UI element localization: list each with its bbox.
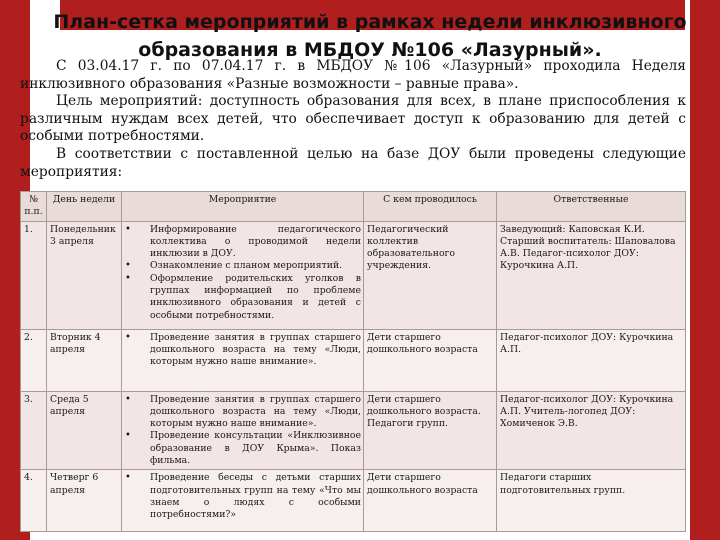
- header-num: № п.п.: [21, 192, 47, 222]
- header-event: Мероприятие: [122, 192, 364, 222]
- event-item: • Оформление родительских уголков в группах информацией по проблеме инклюзивного образования и детей с особыми потребностями.: [150, 273, 361, 322]
- title-line-2: образования в МБДОУ №106 «Лазурный».: [138, 39, 602, 61]
- row-day: Понедельник 3 апреля: [47, 221, 122, 329]
- right-accent-bar: [690, 0, 720, 540]
- row-events: [122, 221, 364, 329]
- header-with-whom: С кем проводилось: [364, 192, 497, 222]
- table-row: [21, 391, 686, 470]
- table-header-row: [21, 192, 686, 222]
- row-responsible: Заведующий: Каповская К.И. Старший воспитатель: Шаповалова А.В. Педагог-психолог ДОУ: Курочкина А.П.: [497, 221, 686, 329]
- row-events: [122, 391, 364, 470]
- event-item: • Проведение консультации «Инклюзивное образование в ДОУ Крыма». Показ фильма.: [150, 430, 361, 467]
- row-num: 3.: [21, 391, 47, 470]
- row-day: Четверг 6 апреля: [47, 470, 122, 532]
- row-day: Вторник 4 апреля: [47, 329, 122, 391]
- event-item: • Проведение занятия в группах старшего дошкольного возраста на тему «Люди, которым нужно наше внимание».: [150, 332, 361, 369]
- row-responsible: Педагоги старших подготовительных групп.: [497, 470, 686, 532]
- row-num: 4.: [21, 470, 47, 532]
- row-with-whom: Педагогический коллектив образовательного учреждения.: [364, 221, 497, 329]
- intro-paragraph-dates: С 03.04.17 г. по 07.04.17 г. в МБДОУ №106 «Лазурный» проходила Неделя инклюзивного образования «Разные возможности – равные права».: [20, 58, 686, 92]
- row-with-whom: Дети старшего дошкольного возраста: [364, 470, 497, 532]
- row-responsible: Педагог-психолог ДОУ: Курочкина А.П.: [497, 329, 686, 391]
- intro-text: [20, 58, 686, 181]
- event-item: • Проведение занятия в группах старшего дошкольного возраста на тему «Люди, которым нужно наше внимание».: [150, 394, 361, 431]
- row-num: 1.: [21, 221, 47, 329]
- events-table: [20, 191, 686, 532]
- event-item: • Проведение беседы с детьми старших подготовительных групп на тему «Что мы знаем о людях с особыми потребностями?»: [150, 472, 361, 521]
- header-day: День недели: [47, 192, 122, 222]
- row-with-whom: Дети старшего дошкольного возраста: [364, 329, 497, 391]
- row-events: [122, 470, 364, 532]
- intro-paragraph-events: В соответствии с поставленной целью на базе ДОУ были проведены следующие мероприятия:: [20, 145, 686, 180]
- row-num: 2.: [21, 329, 47, 391]
- table-row: [21, 329, 686, 391]
- page-title: [30, 8, 710, 64]
- row-events: [122, 329, 364, 391]
- table-row: [21, 470, 686, 532]
- table-row: [21, 221, 686, 329]
- row-with-whom: Дети старшего дошкольного возраста. Педагоги групп.: [364, 391, 497, 470]
- row-responsible: Педагог-психолог ДОУ: Курочкина А.П. Учитель-логопед ДОУ: Хомиченок Э.В.: [497, 391, 686, 470]
- header-responsible: Ответственные: [497, 192, 686, 222]
- event-item: • Ознакомление с планом мероприятий.: [150, 260, 361, 272]
- intro-paragraph-goal: Цель мероприятий: доступность образования для всех, в плане приспособления к различным нуждам всех детей, что обеспечивает доступ к образованию для детей с особыми потребностями.: [20, 93, 686, 145]
- title-line-1: План-сетка мероприятий в рамках недели инклюзивного: [53, 11, 687, 33]
- event-item: • Информирование педагогического коллектива о проводимой недели инклюзии в ДОУ.: [150, 224, 361, 261]
- row-day: Среда 5 апреля: [47, 391, 122, 470]
